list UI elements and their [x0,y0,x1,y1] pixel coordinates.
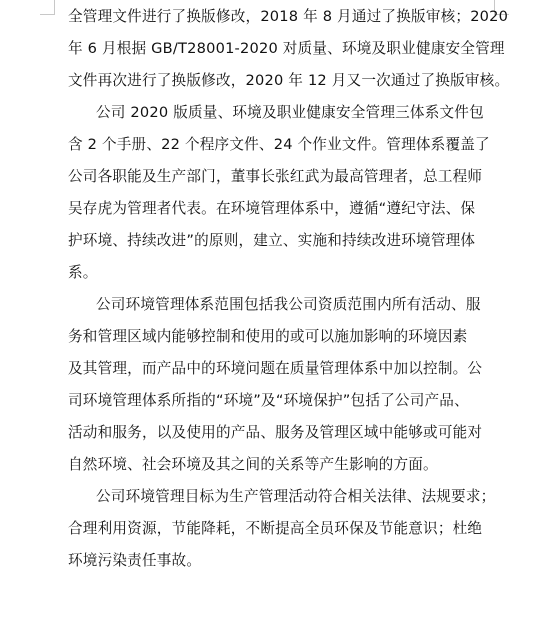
paragraph-3-line-5: 活动和服务，以及使用的产品、服务及管理区域中能够或可能对 [68,424,483,441]
paragraph-1-line-1: 全管理文件进行了换版修改，2018 年 8 月通过了换版审核；2020 [68,8,509,25]
paragraph-2-line-4: 吴存虎为管理者代表。在环境管理体系中，遵循“遵纪守法、保 [68,200,476,217]
paragraph-4-line-3: 环境污染责任事故。 [68,552,202,569]
paragraph-3-line-4: 司环境管理体系所指的“环境”及“环境保护”包括了公司产品、 [68,392,469,409]
paragraph-2-line-2: 含 2 个手册、22 个程序文件、24 个作业文件。管理体系覆盖了 [68,136,490,153]
paragraph-3-line-1: 公司环境管理体系范围包括我公司资质范围内所有活动、服 [96,296,481,313]
paragraph-1-line-3: 文件再次进行了换版修改，2020 年 12 月又一次通过了换版审核。 [68,72,510,89]
paragraph-3-line-6: 自然环境、社会环境及其之间的关系等产生影响的方面。 [68,456,438,473]
paragraph-2-line-1: 公司 2020 版质量、环境及职业健康安全管理三体系文件包 [96,104,484,121]
paragraph-3-line-3: 及其管理，而产品中的环境问题在质量管理体系中加以控制。公 [68,360,483,377]
paragraph-4-line-2: 合理利用资源，节能降耗，不断提高全员环保及节能意识；杜绝 [68,520,483,537]
paragraph-2-line-6: 系。 [68,264,98,281]
paragraph-1-line-2: 年 6 月根据 GB/T28001-2020 对质量、环境及职业健康安全管理 [68,40,505,57]
page-corner-mark-left [40,0,55,15]
paragraph-2-line-5: 护环境、持续改进”的原则，建立、实施和持续改进环境管理体 [68,232,476,249]
paragraph-3-line-2: 务和管理区域内能够控制和使用的或可以施加影响的环境因素 [68,328,468,345]
paragraph-2-line-3: 公司各职能及生产部门，董事长张红武为最高管理者，总工程师 [68,168,483,185]
paragraph-4-line-1: 公司环境管理目标为生产管理活动符合相关法律、法规要求； [96,488,496,505]
